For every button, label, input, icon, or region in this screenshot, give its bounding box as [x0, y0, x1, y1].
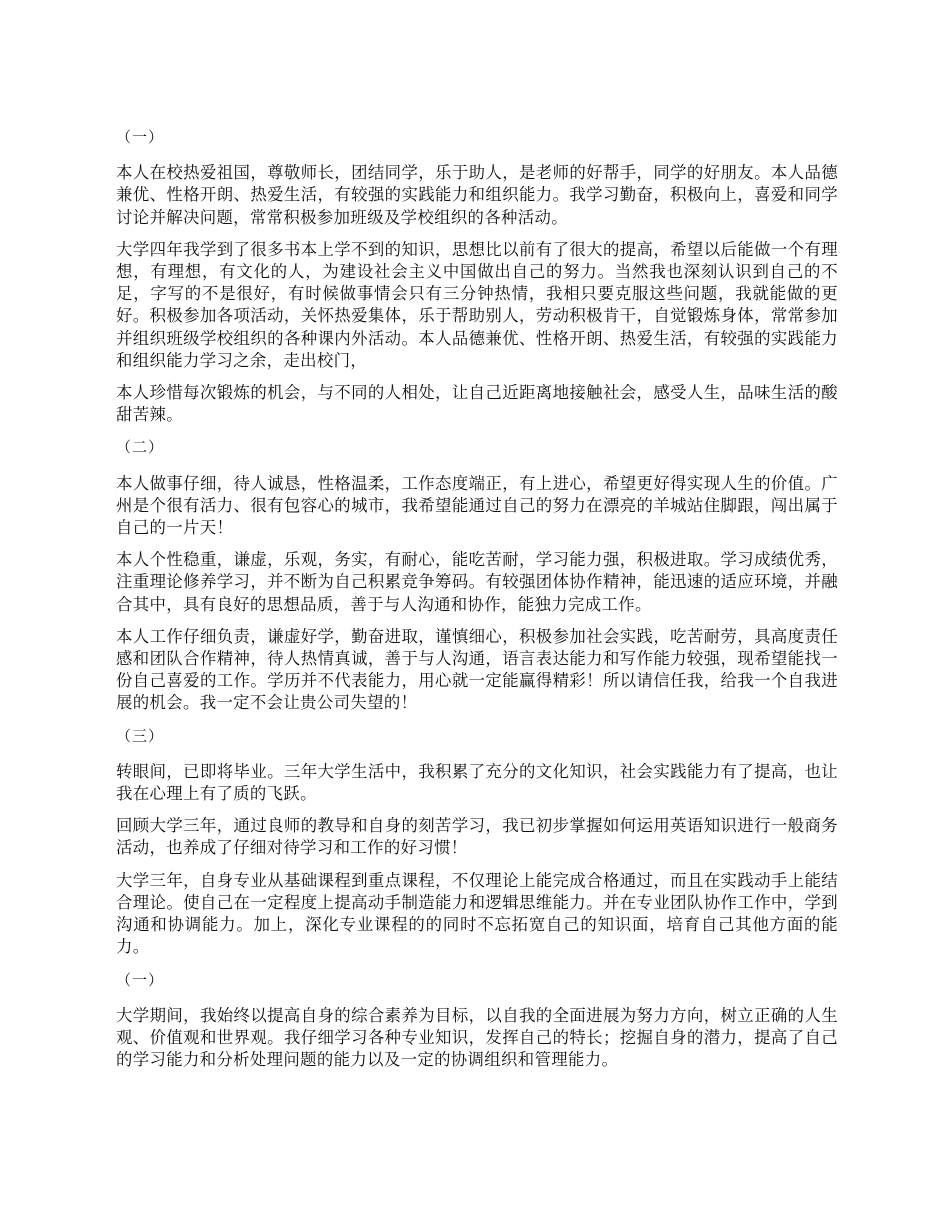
document-page [116, 120, 838, 1081]
paragraph: 本人珍惜每次锻炼的机会，与不同的人相处，让自己近距离地接触社会，感受人生，品味生活的酸甜苦辣。 [116, 383, 838, 425]
paragraph: 转眼间，已即将毕业。三年大学生活中，我积累了充分的文化知识，社会实践能力有了提高，也让我在心理上有了质的飞跃。 [116, 761, 838, 804]
paragraph: 本人做事仔细，待人诚恳，性格温柔，工作态度端正，有上进心，希望更好得实现人生的价值。广州是个很有活力、很有包容心的城市，我希望能通过自己的努力在漂亮的羊城站住脚跟，闯出属于自己的一片天！ [116, 473, 838, 538]
section-heading: （二） [116, 438, 165, 457]
paragraph: 大学三年，自身专业从基础课程到重点课程，不仅理论上能完成合格通过，而且在实践动手上能结合理论。使自己在一定程度上提高动手制造能力和逻辑思维能力。并在专业团队协作工作中，学到沟通和协调能力。加上，深化专业课程的的同时不忘拓宽自己的知识面，培育自己其他方面的能力。 [116, 870, 838, 957]
paragraph: 本人工作仔细负责，谦虚好学，勤奋进取，谨慎细心，积极参加社会实践，吃苦耐劳，具高度责任感和团队合作精神，待人热情真诚，善于与人沟通，语言表达能力和写作能力较强，现希望能找一份自己喜爱的工作。学历并不代表能力，用心就一定能赢得精彩！所以请信任我，给我一个自我进展的机会。我一定不会让贵公司失望的！ [116, 626, 838, 713]
paragraph: 本人在校热爱祖国，尊敬师长，团结同学，乐于助人，是老师的好帮手，同学的好朋友。本人品德兼优、性格开朗、热爱生活，有较强的实践能力和组织能力。我学习勤奋，积极向上，喜爱和同学讨论并解决问题，常常积极参加班级及学校组织的各种活动。 [116, 163, 838, 227]
paragraph: 大学期间，我始终以提高自身的综合素养为目标，以自我的全面进展为努力方向，树立正确的人生观、价值观和世界观。我仔细学习各种专业知识，发挥自己的特长；挖掘自身的潜力，提高了自己的学习能力和分析处理问题的能力以及一定的协调组织和管理能力。 [116, 1005, 838, 1070]
paragraph: 回顾大学三年，通过良师的教导和自身的刻苦学习，我已初步掌握如何运用英语知识进行一般商务活动，也养成了仔细对待学习和工作的好习惯！ [116, 816, 838, 858]
section-heading: （三） [116, 726, 165, 745]
paragraph: 本人个性稳重，谦虚，乐观，务实，有耐心，能吃苦耐，学习能力强，积极进取。学习成绩优秀，注重理论修养学习，并不断为自己积累竞争筹码。有较强团体协作精神，能迅速的适应环境，并融合其中，具有良好的思想品质，善于与人沟通和协作，能独力完成工作。 [116, 550, 838, 614]
paragraph: 大学四年我学到了很多书本上学不到的知识，思想比以前有了很大的提高，希望以后能做一个有理想，有理想，有文化的人，为建设社会主义中国做出自己的努力。当然我也深刻认识到自己的不足，字写的不是很好，有时候做事情会只有三分钟热情，我相只要克服这些问题，我就能做的更好。积极参加各项活动，关怀热爱集体，乐于帮助别人，劳动积极肯干，自觉锻炼身体，常常参加并组织班级学校组织的各种课内外活动。本人品德兼优、性格开朗、热爱生活，有较强的实践能力和组织能力学习之余，走出校门， [116, 239, 838, 370]
section-heading: （一） [116, 970, 165, 989]
section-heading: （一） [116, 128, 165, 146]
